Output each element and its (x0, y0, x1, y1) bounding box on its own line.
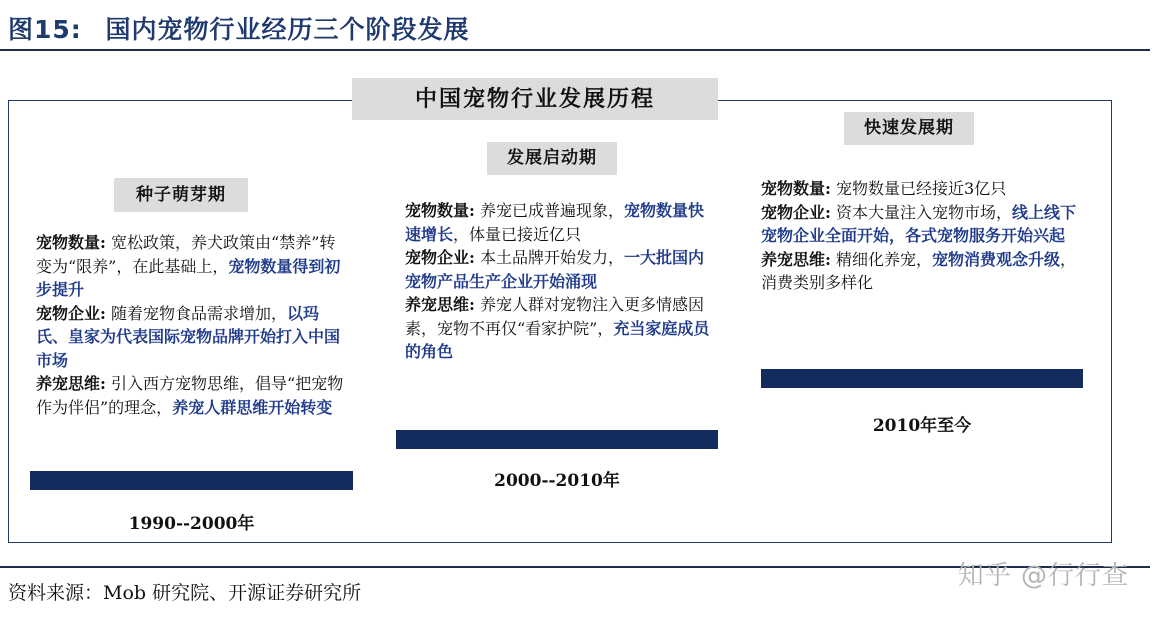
stage-2-period: 2000--2010年 (494, 471, 620, 491)
stage-1-timeline-bar (30, 471, 353, 490)
stage-3-name: 快速发展期 (844, 112, 974, 145)
stage-3-period: 2010年至今 (872, 416, 972, 436)
quantity-label: 宠物数量: (36, 233, 106, 252)
stage-1-enterprise: 宠物企业: 随着宠物食品需求增加，以玛氏、皇家为代表国际宠物品牌开始打入中国市场 (36, 303, 341, 370)
figure-title (8, 10, 470, 46)
stage-2-details (405, 199, 710, 364)
stage-2-timeline-bar (396, 430, 718, 449)
stage-2-quantity: 宠物数量: 养宠已成普遍现象，宠物数量快速增长，体量已接近亿只 (405, 201, 705, 244)
stage-1-period: 1990--2000年 (128, 514, 255, 534)
mindset-label: 养宠思维: (36, 374, 106, 393)
stage-3-mindset: 养宠思维: 精细化养宠，宠物消费观念升级，消费类别多样化 (761, 249, 1077, 292)
stage-1-name: 种子萌芽期 (114, 178, 248, 212)
stage-3-quantity: 宠物数量: 宠物数量已经接近3亿只 (761, 179, 1007, 198)
stage-3-details (761, 177, 1079, 295)
stage-1-quantity: 宠物数量: 宽松政策，养犬政策由“禁养”转变为“限养”，在此基础上，宠物数量得到初步提升 (36, 233, 341, 299)
figure-number: 图15: (8, 15, 82, 44)
stage-2-enterprise: 宠物企业: 本土品牌开始发力，一大批国内宠物产品生产企业开始涌现 (405, 248, 705, 291)
top-divider (0, 49, 1150, 51)
figure-caption: 国内宠物行业经历三个阶段发展 (105, 15, 470, 44)
stage-1-mindset: 养宠思维: 引入西方宠物思维，倡导“把宠物作为伴侣”的理念，养宠人群思维开始转变 (36, 374, 344, 417)
stage-3-enterprise: 宠物企业: 资本大量注入宠物市场，线上线下宠物企业全面开始，各式宠物服务开始兴起 (761, 202, 1077, 245)
stage-3-timeline-bar (761, 369, 1083, 388)
enterprise-label: 宠物企业: (36, 303, 106, 323)
source-note: 资料来源：Mob 研究院、开源证券研究所 (8, 582, 362, 604)
stage-1-details (36, 231, 344, 419)
diagram-banner: 中国宠物行业发展历程 (352, 78, 718, 120)
stage-2-mindset: 养宠思维: 养宠人群对宠物注入更多情感因素，宠物不再仅“看家护院”，充当家庭成员的角色 (405, 295, 710, 361)
stage-2-name: 发展启动期 (487, 142, 617, 175)
watermark: 知乎 @行行查 (957, 561, 1129, 591)
